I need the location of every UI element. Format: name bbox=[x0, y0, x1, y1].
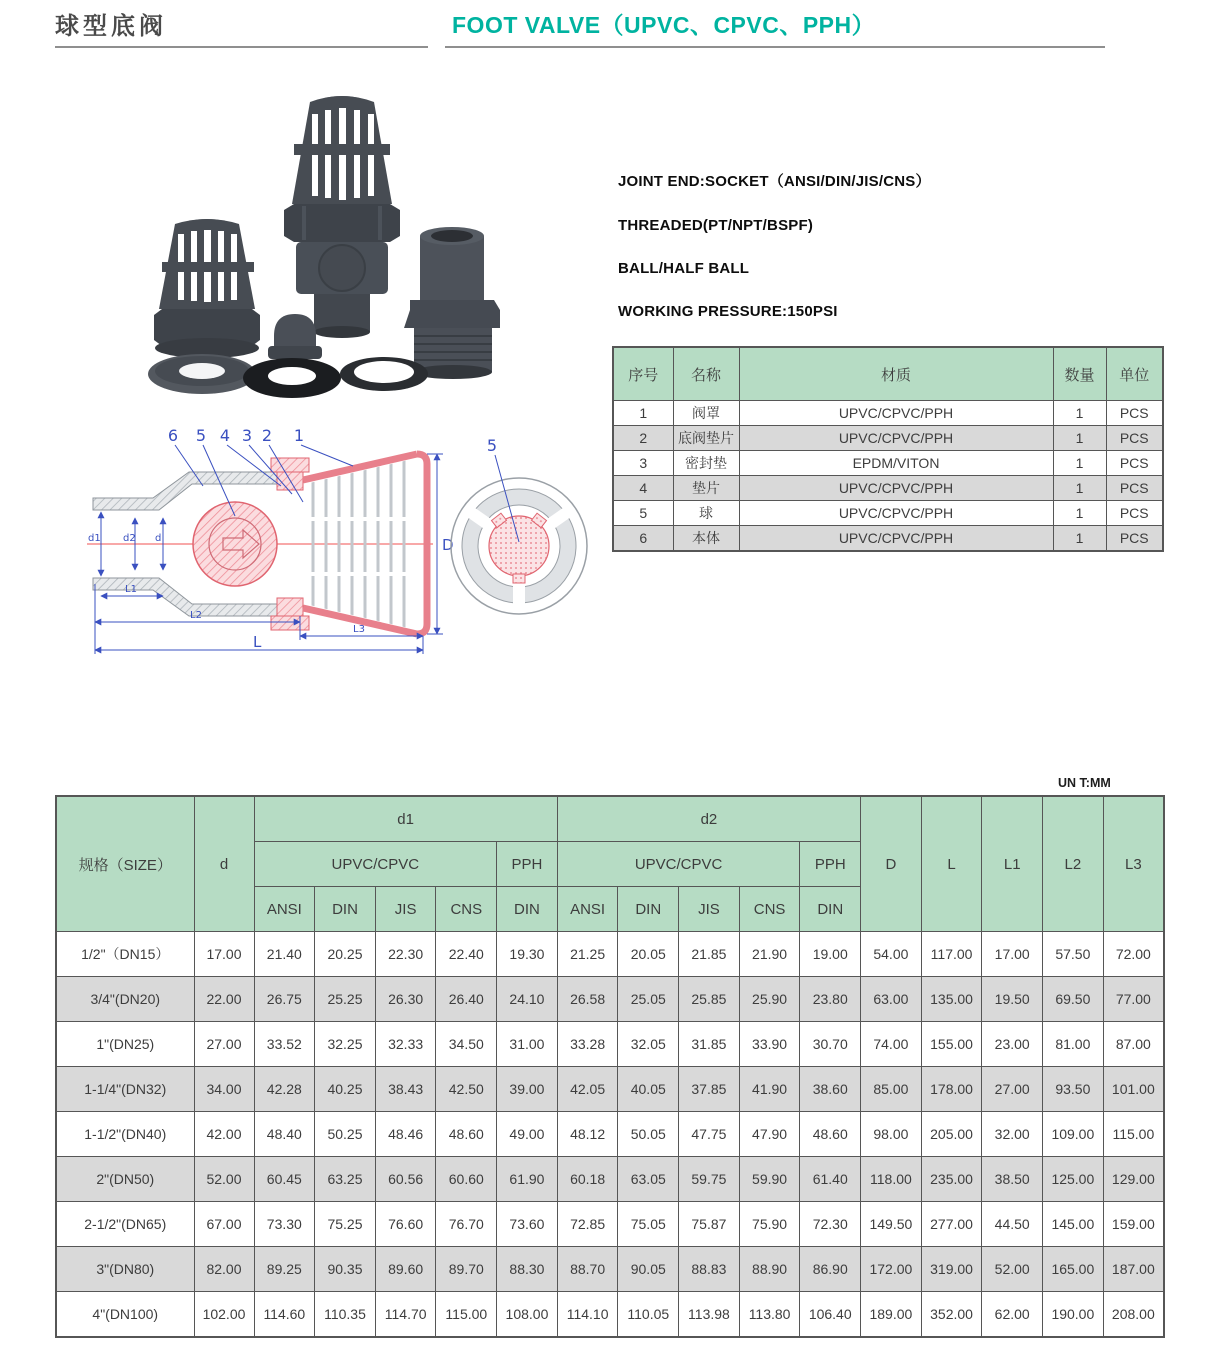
dim-cell: 42.50 bbox=[436, 1067, 497, 1112]
table-row bbox=[56, 1157, 1164, 1202]
dim-header-upvc-cpvc-d2: UPVC/CPVC bbox=[557, 842, 800, 887]
dim-header-D: D bbox=[861, 796, 922, 932]
table-row bbox=[56, 1022, 1164, 1067]
dim-cell: 22.00 bbox=[194, 977, 254, 1022]
dim-header-d: d bbox=[194, 796, 254, 932]
dim-cell: 109.00 bbox=[1043, 1112, 1104, 1157]
dim-cell: 113.98 bbox=[679, 1292, 740, 1338]
dim-cell: 31.00 bbox=[497, 1022, 558, 1067]
table-row bbox=[56, 977, 1164, 1022]
dim-cell: 110.05 bbox=[618, 1292, 679, 1338]
dim-cell: 52.00 bbox=[194, 1157, 254, 1202]
dim-subheader: ANSI bbox=[557, 887, 618, 932]
parts-cell: UPVC/CPVC/PPH bbox=[739, 476, 1053, 501]
dim-cell: 82.00 bbox=[194, 1247, 254, 1292]
dim-header-d1: d1 bbox=[254, 796, 557, 842]
dim-cell: 88.70 bbox=[557, 1247, 618, 1292]
dim-cell: 117.00 bbox=[921, 932, 982, 977]
dim-cell: 32.33 bbox=[375, 1022, 436, 1067]
callout-5: 5 bbox=[195, 426, 207, 445]
dim-label-d1: d1 bbox=[88, 533, 101, 544]
parts-cell: 5 bbox=[613, 501, 673, 526]
dim-cell: 50.25 bbox=[315, 1112, 376, 1157]
table-row bbox=[613, 426, 1163, 451]
parts-cell: UPVC/CPVC/PPH bbox=[739, 501, 1053, 526]
dim-cell: 33.52 bbox=[254, 1022, 315, 1067]
parts-cell: PCS bbox=[1106, 426, 1163, 451]
dim-cell: 60.56 bbox=[375, 1157, 436, 1202]
dim-cell: 26.30 bbox=[375, 977, 436, 1022]
section-callout-5: 5 bbox=[486, 436, 498, 455]
photo-strainer-small bbox=[154, 219, 260, 358]
dim-cell: 3"(DN80) bbox=[56, 1247, 194, 1292]
parts-cell: EPDM/VITON bbox=[739, 451, 1053, 476]
dim-cell: 59.75 bbox=[679, 1157, 740, 1202]
dim-cell: 114.60 bbox=[254, 1292, 315, 1338]
dim-cell: 21.85 bbox=[679, 932, 740, 977]
dim-cell: 352.00 bbox=[921, 1292, 982, 1338]
dim-cell: 54.00 bbox=[861, 932, 922, 977]
photo-gasket-1 bbox=[148, 354, 256, 394]
dim-cell: 74.00 bbox=[861, 1022, 922, 1067]
photo-gasket-3 bbox=[340, 357, 428, 391]
technical-drawing bbox=[85, 424, 615, 662]
parts-cell: PCS bbox=[1106, 451, 1163, 476]
section-view bbox=[451, 436, 587, 614]
parts-cell: PCS bbox=[1106, 476, 1163, 501]
dim-cell: 21.40 bbox=[254, 932, 315, 977]
dim-cell: 48.12 bbox=[557, 1112, 618, 1157]
dim-cell: 61.90 bbox=[497, 1157, 558, 1202]
dim-subheader: JIS bbox=[679, 887, 740, 932]
dim-cell: 89.70 bbox=[436, 1247, 497, 1292]
parts-table-body bbox=[613, 401, 1163, 552]
dim-cell: 76.70 bbox=[436, 1202, 497, 1247]
dim-cell: 42.28 bbox=[254, 1067, 315, 1112]
table-row bbox=[56, 932, 1164, 977]
dim-label-L2: L2 bbox=[190, 610, 202, 621]
dim-cell: 72.85 bbox=[557, 1202, 618, 1247]
parts-cell: PCS bbox=[1106, 501, 1163, 526]
dim-cell: 93.50 bbox=[1043, 1067, 1104, 1112]
dim-cell: 22.30 bbox=[375, 932, 436, 977]
title-underline-left bbox=[55, 46, 428, 48]
dim-cell: 75.90 bbox=[739, 1202, 800, 1247]
page-title-cn: 球型底阀 bbox=[55, 13, 167, 40]
dim-cell: 108.00 bbox=[497, 1292, 558, 1338]
parts-cell: 1 bbox=[1053, 476, 1106, 501]
dim-cell: 50.05 bbox=[618, 1112, 679, 1157]
photo-socket-adapter bbox=[404, 227, 500, 379]
dim-subheader: ANSI bbox=[254, 887, 315, 932]
parts-cell: 1 bbox=[1053, 426, 1106, 451]
callout-2: 2 bbox=[261, 426, 273, 445]
dim-cell: 1-1/4"(DN32) bbox=[56, 1067, 194, 1112]
dim-cell: 75.25 bbox=[315, 1202, 376, 1247]
callout-6: 6 bbox=[167, 426, 179, 445]
dim-cell: 40.25 bbox=[315, 1067, 376, 1112]
parts-cell: PCS bbox=[1106, 526, 1163, 552]
dim-cell: 4"(DN100) bbox=[56, 1292, 194, 1338]
dim-cell: 115.00 bbox=[1103, 1112, 1164, 1157]
dim-cell: 48.60 bbox=[436, 1112, 497, 1157]
dim-cell: 17.00 bbox=[982, 932, 1043, 977]
parts-cell: 1 bbox=[1053, 451, 1106, 476]
dim-cell: 21.90 bbox=[739, 932, 800, 977]
parts-cell: 4 bbox=[613, 476, 673, 501]
parts-cell: 垫片 bbox=[673, 476, 739, 501]
dim-cell: 319.00 bbox=[921, 1247, 982, 1292]
photo-foot-valve bbox=[284, 96, 400, 338]
dim-label-L: L bbox=[253, 633, 262, 651]
dim-cell: 26.75 bbox=[254, 977, 315, 1022]
parts-cell: 球 bbox=[673, 501, 739, 526]
parts-header-unit: 单位 bbox=[1106, 347, 1163, 401]
dim-cell: 49.00 bbox=[497, 1112, 558, 1157]
dim-cell: 48.60 bbox=[800, 1112, 861, 1157]
parts-header-qty: 数量 bbox=[1053, 347, 1106, 401]
dim-label-d2: d2 bbox=[123, 533, 136, 544]
dim-cell: 19.00 bbox=[800, 932, 861, 977]
dim-cell: 61.40 bbox=[800, 1157, 861, 1202]
dim-cell: 63.25 bbox=[315, 1157, 376, 1202]
parts-header-no: 序号 bbox=[613, 347, 673, 401]
dim-cell: 52.00 bbox=[982, 1247, 1043, 1292]
dim-label-L3: L3 bbox=[353, 624, 365, 635]
dim-header-pph-d2: PPH bbox=[800, 842, 861, 887]
dim-cell: 106.40 bbox=[800, 1292, 861, 1338]
dim-cell: 85.00 bbox=[861, 1067, 922, 1112]
dimension-table bbox=[55, 795, 1165, 1338]
dim-cell: 189.00 bbox=[861, 1292, 922, 1338]
dim-cell: 22.40 bbox=[436, 932, 497, 977]
parts-header-row bbox=[613, 347, 1163, 401]
dim-cell: 235.00 bbox=[921, 1157, 982, 1202]
dim-table-body bbox=[56, 932, 1164, 1338]
spec-ball: BALL/HALF BALL bbox=[618, 260, 750, 277]
parts-cell: 6 bbox=[613, 526, 673, 552]
dim-label-d: d bbox=[155, 533, 162, 544]
dim-cell: 27.00 bbox=[194, 1022, 254, 1067]
dim-cell: 42.00 bbox=[194, 1112, 254, 1157]
parts-cell: UPVC/CPVC/PPH bbox=[739, 401, 1053, 426]
dim-cell: 19.30 bbox=[497, 932, 558, 977]
dim-cell: 23.00 bbox=[982, 1022, 1043, 1067]
spec-joint-end: JOINT END:SOCKET（ANSI/DIN/JIS/CNS） bbox=[618, 173, 931, 190]
dim-header-L2: L2 bbox=[1043, 796, 1104, 932]
parts-cell: 本体 bbox=[673, 526, 739, 552]
table-row bbox=[56, 1247, 1164, 1292]
dim-cell: 41.90 bbox=[739, 1067, 800, 1112]
spec-threaded: THREADED(PT/NPT/BSPF) bbox=[618, 217, 814, 234]
dim-cell: 20.25 bbox=[315, 932, 376, 977]
dim-cell: 159.00 bbox=[1103, 1202, 1164, 1247]
parts-cell: UPVC/CPVC/PPH bbox=[739, 426, 1053, 451]
dim-cell: 75.87 bbox=[679, 1202, 740, 1247]
parts-cell: 3 bbox=[613, 451, 673, 476]
dim-cell: 165.00 bbox=[1043, 1247, 1104, 1292]
dim-cell: 76.60 bbox=[375, 1202, 436, 1247]
dim-cell: 32.05 bbox=[618, 1022, 679, 1067]
dim-cell: 63.05 bbox=[618, 1157, 679, 1202]
parts-cell: 1 bbox=[1053, 401, 1106, 426]
dim-cell: 178.00 bbox=[921, 1067, 982, 1112]
dim-cell: 87.00 bbox=[1103, 1022, 1164, 1067]
dim-cell: 23.80 bbox=[800, 977, 861, 1022]
dim-cell: 67.00 bbox=[194, 1202, 254, 1247]
dim-header-L: L bbox=[921, 796, 982, 932]
dim-cell: 88.83 bbox=[679, 1247, 740, 1292]
parts-cell: 1 bbox=[1053, 501, 1106, 526]
table-row bbox=[56, 1112, 1164, 1157]
dim-subheader: DIN bbox=[497, 887, 558, 932]
dim-cell: 110.35 bbox=[315, 1292, 376, 1338]
dim-cell: 125.00 bbox=[1043, 1157, 1104, 1202]
dim-subheader: DIN bbox=[315, 887, 376, 932]
dim-cell: 38.60 bbox=[800, 1067, 861, 1112]
dim-header-d2: d2 bbox=[557, 796, 860, 842]
parts-header-material: 材质 bbox=[739, 347, 1053, 401]
table-row bbox=[613, 451, 1163, 476]
dim-cell: 25.90 bbox=[739, 977, 800, 1022]
parts-cell: 密封垫 bbox=[673, 451, 739, 476]
dim-cell: 19.50 bbox=[982, 977, 1043, 1022]
dim-label-L1: L1 bbox=[125, 584, 137, 595]
dim-cell: 114.70 bbox=[375, 1292, 436, 1338]
dim-header-L3: L3 bbox=[1103, 796, 1164, 932]
dim-cell: 115.00 bbox=[436, 1292, 497, 1338]
spec-list bbox=[618, 170, 931, 346]
parts-cell: 1 bbox=[613, 401, 673, 426]
dim-cell: 3/4"(DN20) bbox=[56, 977, 194, 1022]
dim-cell: 42.05 bbox=[557, 1067, 618, 1112]
dim-cell: 187.00 bbox=[1103, 1247, 1164, 1292]
callout-3: 3 bbox=[241, 426, 253, 445]
dim-cell: 98.00 bbox=[861, 1112, 922, 1157]
dim-cell: 33.28 bbox=[557, 1022, 618, 1067]
dim-cell: 24.10 bbox=[497, 977, 558, 1022]
dim-cell: 63.00 bbox=[861, 977, 922, 1022]
dim-cell: 172.00 bbox=[861, 1247, 922, 1292]
dim-subheader: CNS bbox=[436, 887, 497, 932]
dim-cell: 145.00 bbox=[1043, 1202, 1104, 1247]
dim-cell: 32.00 bbox=[982, 1112, 1043, 1157]
dim-label-D: D bbox=[442, 536, 454, 554]
dim-cell: 1"(DN25) bbox=[56, 1022, 194, 1067]
dim-cell: 60.18 bbox=[557, 1157, 618, 1202]
dim-cell: 2"(DN50) bbox=[56, 1157, 194, 1202]
dim-cell: 47.75 bbox=[679, 1112, 740, 1157]
dim-subheader: DIN bbox=[618, 887, 679, 932]
dim-cell: 72.00 bbox=[1103, 932, 1164, 977]
parts-cell: 2 bbox=[613, 426, 673, 451]
dim-cell: 21.25 bbox=[557, 932, 618, 977]
dim-cell: 114.10 bbox=[557, 1292, 618, 1338]
dim-cell: 25.85 bbox=[679, 977, 740, 1022]
dim-cell: 86.90 bbox=[800, 1247, 861, 1292]
dim-cell: 39.00 bbox=[497, 1067, 558, 1112]
dim-cell: 17.00 bbox=[194, 932, 254, 977]
parts-table bbox=[612, 346, 1164, 552]
dim-cell: 89.60 bbox=[375, 1247, 436, 1292]
unit-note: UN T:MM bbox=[1058, 776, 1111, 790]
page-title-en: FOOT VALVE（UPVC、CPVC、PPH） bbox=[452, 12, 876, 38]
dim-header-pph-d1: PPH bbox=[497, 842, 558, 887]
parts-cell: 1 bbox=[1053, 526, 1106, 552]
dim-header-upvc-cpvc-d1: UPVC/CPVC bbox=[254, 842, 497, 887]
dim-cell: 59.90 bbox=[739, 1157, 800, 1202]
dim-cell: 48.40 bbox=[254, 1112, 315, 1157]
dim-cell: 30.70 bbox=[800, 1022, 861, 1067]
dim-cell: 101.00 bbox=[1103, 1067, 1164, 1112]
dim-subheader: DIN bbox=[800, 887, 861, 932]
table-row bbox=[613, 401, 1163, 426]
dim-cell: 118.00 bbox=[861, 1157, 922, 1202]
dim-cell: 38.50 bbox=[982, 1157, 1043, 1202]
dim-cell: 102.00 bbox=[194, 1292, 254, 1338]
dim-cell: 26.40 bbox=[436, 977, 497, 1022]
dim-cell: 31.85 bbox=[679, 1022, 740, 1067]
dim-cell: 81.00 bbox=[1043, 1022, 1104, 1067]
dim-cell: 73.30 bbox=[254, 1202, 315, 1247]
dim-cell: 1-1/2"(DN40) bbox=[56, 1112, 194, 1157]
dim-header-size: 规格（SIZE） bbox=[56, 796, 194, 932]
photo-cap bbox=[268, 314, 322, 359]
callout-1: 1 bbox=[293, 426, 305, 445]
dim-cell: 48.46 bbox=[375, 1112, 436, 1157]
dim-cell: 75.05 bbox=[618, 1202, 679, 1247]
dim-cell: 40.05 bbox=[618, 1067, 679, 1112]
dim-cell: 27.00 bbox=[982, 1067, 1043, 1112]
dim-cell: 26.58 bbox=[557, 977, 618, 1022]
dim-cell: 205.00 bbox=[921, 1112, 982, 1157]
dim-cell: 62.00 bbox=[982, 1292, 1043, 1338]
dim-cell: 73.60 bbox=[497, 1202, 558, 1247]
dim-subheader: CNS bbox=[739, 887, 800, 932]
dim-cell: 277.00 bbox=[921, 1202, 982, 1247]
photo-gasket-2 bbox=[243, 358, 341, 398]
dim-cell: 69.50 bbox=[1043, 977, 1104, 1022]
cross-section-ball bbox=[193, 502, 277, 586]
table-row bbox=[613, 501, 1163, 526]
parts-header-name: 名称 bbox=[673, 347, 739, 401]
parts-cell: 底阀垫片 bbox=[673, 426, 739, 451]
dim-cell: 149.50 bbox=[861, 1202, 922, 1247]
parts-cell: UPVC/CPVC/PPH bbox=[739, 526, 1053, 552]
parts-cell: PCS bbox=[1106, 401, 1163, 426]
table-row bbox=[56, 1202, 1164, 1247]
dim-cell: 155.00 bbox=[921, 1022, 982, 1067]
dim-cell: 208.00 bbox=[1103, 1292, 1164, 1338]
dim-cell: 77.00 bbox=[1103, 977, 1164, 1022]
dim-cell: 113.80 bbox=[739, 1292, 800, 1338]
dim-cell: 2-1/2"(DN65) bbox=[56, 1202, 194, 1247]
title-underline-right bbox=[445, 46, 1105, 48]
dim-cell: 88.90 bbox=[739, 1247, 800, 1292]
callout-4: 4 bbox=[219, 426, 231, 445]
dim-cell: 135.00 bbox=[921, 977, 982, 1022]
dim-cell: 1/2"（DN15） bbox=[56, 932, 194, 977]
table-row bbox=[613, 526, 1163, 552]
table-row bbox=[56, 1292, 1164, 1338]
product-photo bbox=[62, 84, 577, 419]
table-row bbox=[56, 1067, 1164, 1112]
dim-cell: 32.25 bbox=[315, 1022, 376, 1067]
dim-cell: 47.90 bbox=[739, 1112, 800, 1157]
dim-cell: 25.05 bbox=[618, 977, 679, 1022]
dim-cell: 190.00 bbox=[1043, 1292, 1104, 1338]
dim-cell: 34.50 bbox=[436, 1022, 497, 1067]
dim-cell: 88.30 bbox=[497, 1247, 558, 1292]
dim-subheader: JIS bbox=[375, 887, 436, 932]
dim-cell: 33.90 bbox=[739, 1022, 800, 1067]
dim-cell: 57.50 bbox=[1043, 932, 1104, 977]
dim-cell: 34.00 bbox=[194, 1067, 254, 1112]
dim-cell: 129.00 bbox=[1103, 1157, 1164, 1202]
table-row bbox=[613, 476, 1163, 501]
dim-cell: 72.30 bbox=[800, 1202, 861, 1247]
dim-cell: 44.50 bbox=[982, 1202, 1043, 1247]
parts-cell: 阀罩 bbox=[673, 401, 739, 426]
dim-cell: 25.25 bbox=[315, 977, 376, 1022]
dim-cell: 20.05 bbox=[618, 932, 679, 977]
dim-cell: 60.60 bbox=[436, 1157, 497, 1202]
dim-cell: 38.43 bbox=[375, 1067, 436, 1112]
dim-cell: 60.45 bbox=[254, 1157, 315, 1202]
dim-cell: 90.35 bbox=[315, 1247, 376, 1292]
dim-header-row-1 bbox=[56, 796, 1164, 842]
dim-header-L1: L1 bbox=[982, 796, 1043, 932]
dim-cell: 90.05 bbox=[618, 1247, 679, 1292]
dim-cell: 37.85 bbox=[679, 1067, 740, 1112]
dim-cell: 89.25 bbox=[254, 1247, 315, 1292]
spec-working-pressure: WORKING PRESSURE:150PSI bbox=[618, 303, 838, 320]
